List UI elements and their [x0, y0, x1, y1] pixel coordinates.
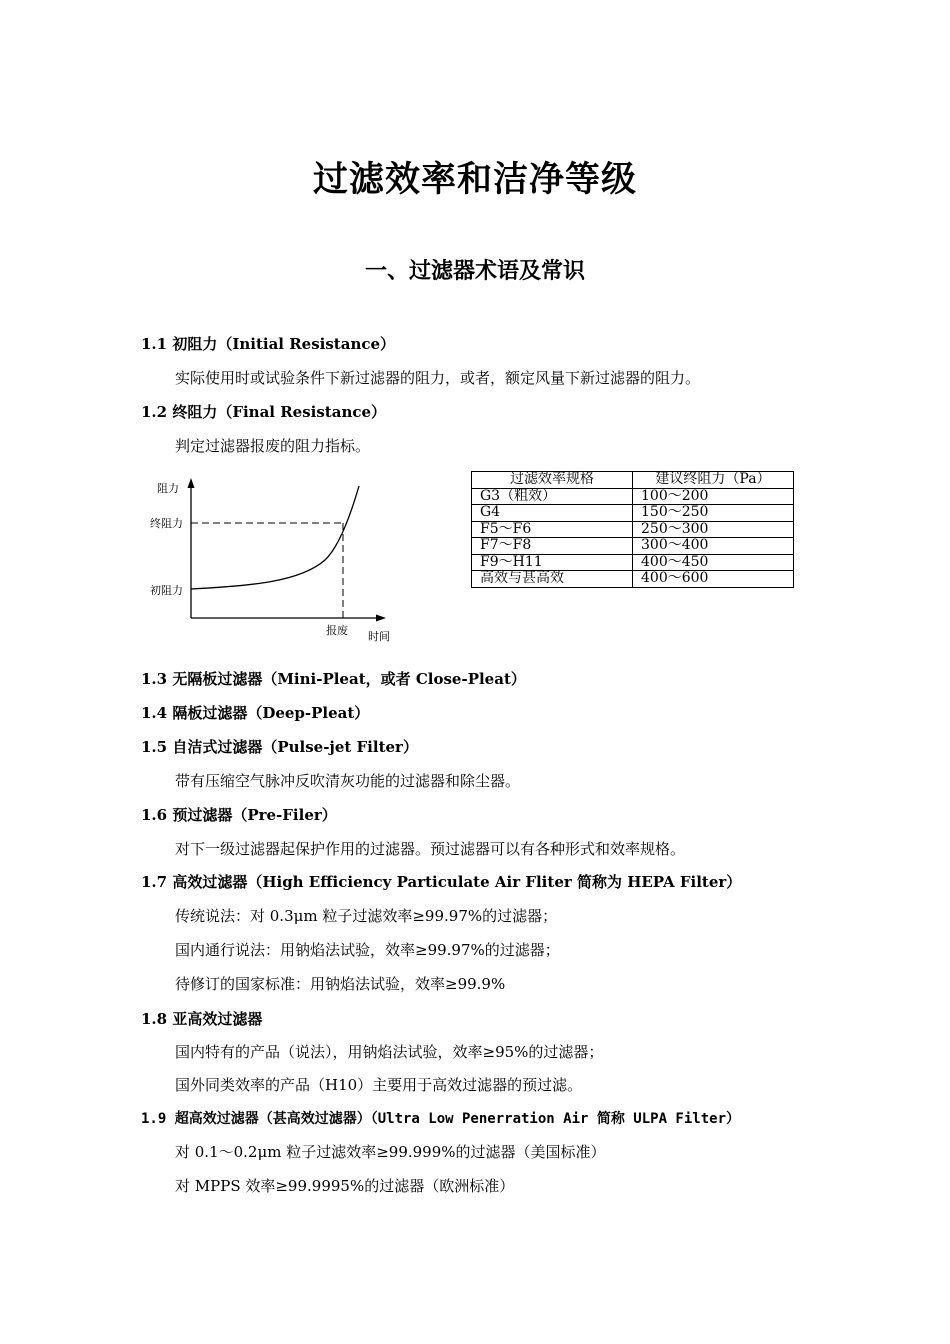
- item-heading-1-6: 1.6 预过滤器（Pre-Filer）: [141, 806, 337, 824]
- y-axis-arrow: [188, 478, 195, 488]
- table-cell: 100～200: [633, 488, 794, 505]
- item-heading-1-2: 1.2 终阻力（Final Resistance）: [141, 403, 387, 421]
- item-text-1-7b: 国内通行说法：用钠焰法试验，效率≥99.97%的过滤器；: [175, 941, 560, 959]
- table-row: [472, 521, 794, 538]
- table-row: [472, 554, 794, 571]
- table-row: [472, 538, 794, 555]
- table-row: [472, 571, 794, 588]
- table-cell: G4: [472, 505, 633, 522]
- initial-resistance-label: 初阻力: [150, 584, 183, 597]
- resistance-table: [471, 471, 794, 588]
- table-row: [472, 505, 794, 522]
- item-text-1-1: 实际使用时或试验条件下新过滤器的阻力，或者，额定风量下新过滤器的阻力。: [175, 369, 701, 387]
- table-cell: F7～F8: [472, 538, 633, 555]
- item-heading-1-3: 1.3 无隔板过滤器（Mini-Pleat，或者 Close-Pleat）: [141, 670, 526, 688]
- y-axis-label: 阻力: [157, 482, 179, 495]
- x-axis-label: 时间: [368, 630, 390, 643]
- item-text-1-9a: 对 0.1～0.2μm 粒子过滤效率≥99.999%的过滤器（美国标准）: [175, 1143, 606, 1161]
- table-row: [472, 488, 794, 505]
- item-heading-1-1: 1.1 初阻力（Initial Resistance）: [141, 335, 396, 353]
- item-heading-1-7: 1.7 高效过滤器（High Efficiency Particulate Air Fliter 简称为 HEPA Filter）: [141, 873, 742, 891]
- scrap-label: 报废: [326, 624, 348, 637]
- table-cell: F5～F6: [472, 521, 633, 538]
- final-resistance-label: 终阻力: [150, 517, 183, 530]
- item-heading-1-8: 1.8 亚高效过滤器: [141, 1010, 263, 1028]
- table-cell: 300～400: [633, 538, 794, 555]
- section-title: 一、过滤器术语及常识: [364, 259, 585, 284]
- item-heading-1-4: 1.4 隔板过滤器（Deep-Pleat）: [141, 704, 370, 722]
- x-axis-arrow: [376, 615, 386, 622]
- table-cell: F9～H11: [472, 554, 633, 571]
- item-heading-1-9: 1.9 超高效过滤器（甚高效过滤器）（Ultra Low Penerration Air 简称 ULPA Filter）: [141, 1111, 741, 1127]
- table-cell: 150～250: [633, 505, 794, 522]
- table-header-cell: 建议终阻力（Pa）: [633, 472, 794, 489]
- item-text-1-2: 判定过滤器报废的阻力指标。: [175, 437, 371, 455]
- resistance-curve: [191, 486, 359, 589]
- resistance-chart: [140, 470, 400, 650]
- item-text-1-8b: 国外同类效率的产品（H10）主要用于高效过滤器的预过滤。: [175, 1076, 583, 1094]
- table-cell: G3（粗效）: [472, 488, 633, 505]
- item-text-1-7c: 待修订的国家标准：用钠焰法试验，效率≥99.9%: [175, 975, 506, 993]
- item-text-1-7a: 传统说法：对 0.3μm 粒子过滤效率≥99.97%的过滤器；: [175, 907, 558, 925]
- table-cell: 400～600: [633, 571, 794, 588]
- item-text-1-6: 对下一级过滤器起保护作用的过滤器。预过滤器可以有各种形式和效率规格。: [175, 840, 686, 858]
- table-cell: 250～300: [633, 521, 794, 538]
- item-text-1-9b: 对 MPPS 效率≥99.9995%的过滤器（欧洲标准）: [175, 1177, 515, 1195]
- item-heading-1-5: 1.5 自洁式过滤器（Pulse-jet Filter）: [141, 738, 418, 756]
- table-header-row: [472, 472, 794, 489]
- document-title: 过滤效率和洁净等级: [312, 160, 637, 200]
- table-header-cell: 过滤效率规格: [472, 472, 633, 489]
- item-text-1-5: 带有压缩空气脉冲反吹清灰功能的过滤器和除尘器。: [175, 772, 521, 790]
- table-cell: 高效与甚高效: [472, 571, 633, 588]
- table-cell: 400～450: [633, 554, 794, 571]
- item-text-1-8a: 国内特有的产品（说法），用钠焰法试验，效率≥95%的过滤器；: [175, 1043, 604, 1061]
